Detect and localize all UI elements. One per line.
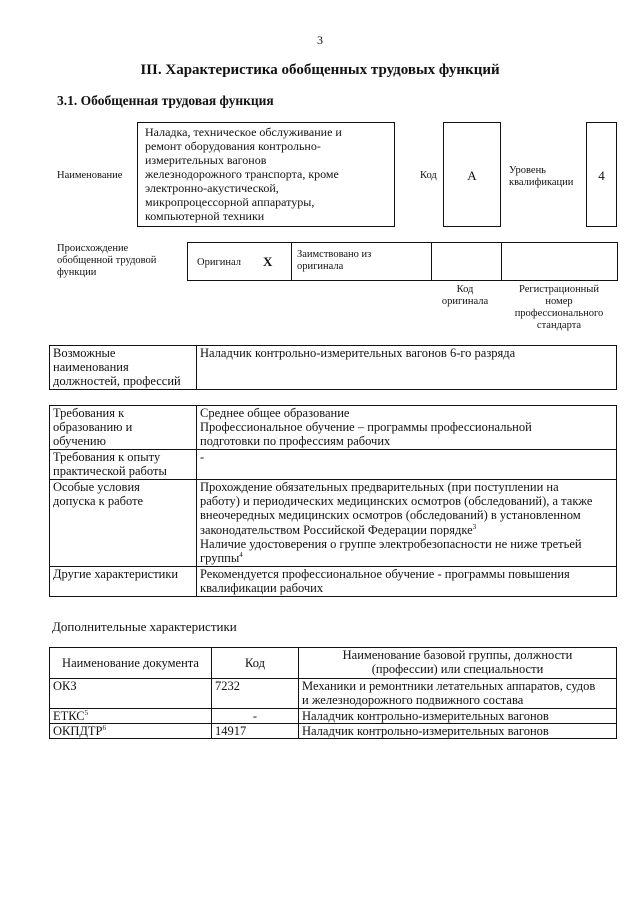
admission-label-cell (50, 480, 197, 567)
cell-line (200, 523, 613, 537)
level-value: 4 (598, 168, 605, 183)
experience-value-cell (197, 450, 617, 480)
cell-text: группы (200, 551, 240, 566)
code-cell: 14917 (212, 724, 299, 739)
borrowed-label-line: Заимствовано из (297, 249, 372, 260)
header-document: Наименование документа (50, 648, 212, 679)
caption-line: стандарта (536, 320, 582, 331)
cell-line: внеочередных медицинских осмотров (обследований) в установленном (200, 508, 581, 523)
cell-line: и железнодорожного подвижного состава (302, 693, 524, 708)
code-cell: 7232 (212, 679, 299, 709)
cell-line: (профессии) или специальности (371, 662, 544, 677)
cell-line: Возможные (53, 346, 116, 360)
cell-line: Другие характеристики (53, 567, 179, 581)
cell-line: Рекомендуется профессиональное обучение - программы повышения (200, 567, 570, 581)
origin-label-line: Происхождение (57, 243, 129, 254)
cell-line: Прохождение обязательных предварительных (при поступлении на (200, 480, 559, 494)
origin-label-line: обобщенной трудовой (57, 255, 157, 266)
cell-line: Требования к опыту (53, 450, 161, 464)
code-box (443, 122, 501, 227)
cell-line: Требования к (53, 406, 125, 420)
doc-cell (50, 724, 212, 739)
cell-text: ЕТКС (53, 709, 85, 723)
table-row (50, 709, 617, 724)
cell-line: квалификации рабочих (200, 581, 324, 596)
name-cell (299, 679, 617, 709)
table-row (50, 450, 617, 480)
positions-label-cell (50, 346, 197, 390)
cell-line: допуска к работе (53, 494, 144, 509)
code-value: А (467, 168, 477, 183)
requirements-table (49, 405, 617, 597)
section-title: III. Характеристика обобщенных трудовых функций (140, 62, 500, 78)
footnote-ref: 5 (84, 708, 89, 717)
cell-line: Среднее общее образование (200, 406, 350, 420)
footnote-ref: 3 (472, 522, 477, 531)
origin-label-line: функции (57, 267, 97, 278)
other-label-cell (50, 567, 197, 597)
caption-line: Регистрационный (519, 284, 599, 295)
table-row (50, 679, 617, 709)
origin-label (57, 243, 156, 279)
name-cell: Наладчик контрольно-измерительных вагонов (299, 724, 617, 739)
cell-line: должностей, профессий (53, 374, 181, 389)
cell-text: ОКЗ (53, 679, 77, 693)
function-name-line: ремонт оборудования контрольно- (145, 139, 321, 153)
positions-table (49, 345, 617, 390)
footnote-ref: 6 (102, 724, 107, 733)
additional-table (49, 647, 617, 739)
caption-line: профессионального (514, 308, 604, 319)
cell-line: Механики и ремонтники летательных аппаратов, судов (302, 679, 596, 693)
function-name-box (137, 122, 395, 227)
original-mark: X (263, 254, 273, 269)
admission-value-cell (197, 480, 617, 567)
table-row (50, 724, 617, 739)
function-name-line: электронно-акустической, (145, 181, 279, 195)
cell-line: Наличие удостоверения о группе электробезопасности не ниже третьей (200, 536, 582, 551)
cell-line (200, 551, 613, 565)
borrowed-label-line: оригинала (297, 261, 344, 272)
experience-label-cell (50, 450, 197, 480)
doc-cell (50, 709, 212, 724)
level-label-line: квалификации (509, 177, 574, 188)
function-name-line: компьютерной техники (145, 209, 265, 223)
page-number: 3 (317, 33, 323, 47)
header-group-name (299, 648, 617, 679)
header-code: Код (212, 648, 299, 679)
function-name-line: Наладка, техническое обслуживание и (145, 125, 342, 139)
education-label-cell (50, 406, 197, 450)
level-label (509, 165, 573, 189)
original-code-caption (430, 284, 500, 308)
code-cell: - (212, 709, 299, 724)
table-row (50, 567, 617, 597)
cell-line: подготовки по профессиям рабочих (200, 434, 391, 449)
table-header-row (50, 648, 617, 679)
education-value-cell (197, 406, 617, 450)
level-box (586, 122, 617, 227)
level-label-line: Уровень (509, 165, 546, 176)
table-row (50, 346, 617, 390)
footnote-ref: 4 (239, 550, 243, 559)
code-label: Код (420, 170, 437, 181)
cell-line: работу) и периодических медицинских осмотров (обследований), а также (200, 494, 593, 509)
original-label: Оригинал (197, 257, 241, 268)
cell-line: наименования (53, 360, 129, 375)
cell-line: Профессиональное обучение – программы профессиональной (200, 420, 532, 435)
cell-text: ОКПДТР (53, 724, 103, 739)
caption-line: оригинала (441, 296, 489, 307)
subsection-title: 3.1. Обобщенная трудовая функция (57, 93, 274, 108)
caption-line: Код (456, 284, 474, 295)
function-name-text (138, 123, 394, 223)
doc-cell (50, 679, 212, 709)
table-row (50, 406, 617, 450)
cell-line: Наименование базовой группы, должности (342, 648, 573, 662)
function-name-line: измерительных вагонов (145, 153, 267, 167)
borrowed-label (297, 249, 371, 273)
cell-line: практической работы (53, 464, 167, 479)
function-name-line: микропроцессорной аппаратуры, (145, 195, 315, 209)
cell-line: - (200, 450, 205, 464)
additional-title: Дополнительные характеристики (52, 619, 237, 634)
cell-line: образованию и (53, 420, 133, 435)
table-row (50, 480, 617, 567)
name-cell: Наладчик контрольно-измерительных вагонов (299, 709, 617, 724)
cell-line: Особые условия (53, 480, 140, 494)
caption-line: номер (545, 296, 573, 307)
other-value-cell (197, 567, 617, 597)
cell-line: обучению (53, 434, 106, 449)
positions-value-cell: Наладчик контрольно-измерительных вагонов 6-го разряда (197, 346, 617, 390)
cell-text: законодательством Российской Федерации порядке (200, 522, 473, 537)
function-name-line: железнодорожного транспорта, кроме (145, 167, 339, 181)
registration-number-caption (500, 284, 618, 332)
name-label: Наименование (57, 170, 123, 181)
origin-row (187, 242, 618, 281)
